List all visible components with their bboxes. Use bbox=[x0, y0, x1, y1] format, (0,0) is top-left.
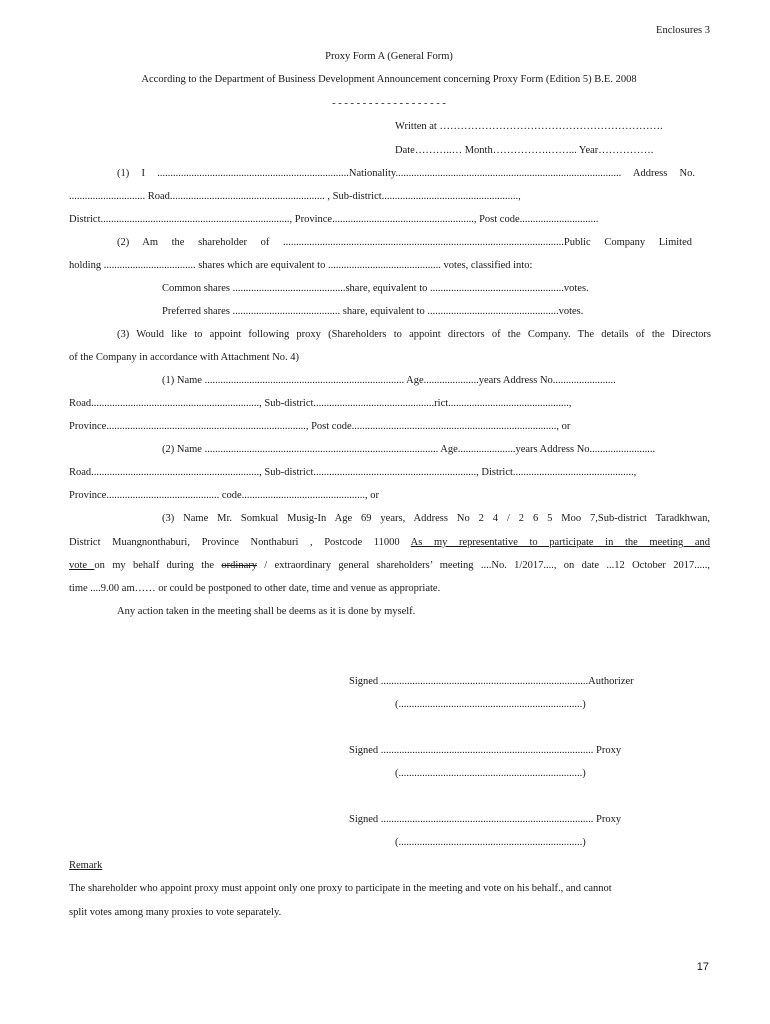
remark-heading: Remark bbox=[69, 860, 103, 871]
proxy-1-province-line: Province............................................................................, Post code.............................................................................., or bbox=[69, 421, 571, 432]
signature-proxy-2-name: (......................................................................) bbox=[395, 837, 586, 848]
page-number: 17 bbox=[696, 961, 709, 973]
signature-proxy-1-name: (......................................................................) bbox=[395, 768, 586, 779]
written-at-field: Written at ………………………………………………………. bbox=[395, 121, 663, 132]
section-1-line-1: (1) I .........................................................................Nationality...................................................................................... Address No. bbox=[117, 168, 695, 179]
behalf-text: on my behalf during the bbox=[94, 560, 222, 571]
signature-authorizer: Signed ...............................................................................Authorizer bbox=[349, 676, 634, 687]
section-3-line-2: of the Company in accordance with Attachment No. 4) bbox=[69, 352, 300, 363]
common-shares-line: Common shares ...........................................share, equivalent to ...................................................votes. bbox=[162, 283, 589, 294]
proxy-1-road-line: Road................................................................, Sub-district..............................................rict.............................................., bbox=[69, 398, 572, 409]
proxy-1-name-line: (1) Name ............................................................................ Age.....................years Address No........................ bbox=[162, 375, 616, 386]
section-2-line-1: (2) Am the shareholder of ...........................................................................................................Public Company Limited bbox=[117, 237, 692, 248]
proxy-3-line-1: (3) Name Mr. Somkual Musig-In Age 69 years, Address No 2 4 / 2 6 5 Moo 7,Sub-district Taradkhwan, bbox=[162, 513, 710, 524]
remark-line-2: split votes among many proxies to vote separately. bbox=[69, 907, 282, 918]
proxy-3-line-2 bbox=[69, 536, 710, 549]
proxy-3-address-text: District Muangnonthaburi, Province Nonthaburi , Postcode 11000 bbox=[69, 537, 411, 548]
proxy-3-line-3 bbox=[69, 559, 710, 572]
date-field: Date………..… Month…………….……... Year……………. bbox=[395, 145, 654, 156]
form-subtitle: According to the Department of Business Development Announcement concerning Proxy Form (Edition 5) B.E. 2008 bbox=[141, 74, 637, 85]
proxy-2-province-line: Province........................................... code..............................................., or bbox=[69, 490, 380, 501]
section-1-line-2: ............................. Road........................................................... , Sub-district...................................................., bbox=[69, 191, 521, 202]
section-3-line-1: (3) Would like to appoint following proxy (Shareholders to appoint directors of the Company. The details of the Directors bbox=[117, 329, 711, 340]
preferred-shares-line: Preferred shares ......................................... share, equivalent to ..................................................votes. bbox=[162, 306, 584, 317]
proxy-2-name-line: (2) Name ......................................................................................... Age......................years Address No......................... bbox=[162, 444, 656, 455]
signature-authorizer-name: (......................................................................) bbox=[395, 699, 586, 710]
section-1-line-3: District........................................................................, Province......................................................, Post code.............................. bbox=[69, 214, 599, 225]
remark-line-1: The shareholder who appoint proxy must appoint only one proxy to participate in the meeting and vote on his behalf., and cannot bbox=[69, 883, 612, 894]
vote-word: vote bbox=[69, 560, 95, 571]
representative-clause: As my representative to participate in the meeting and bbox=[410, 537, 711, 548]
signature-proxy-1: Signed ................................................................................. Proxy bbox=[349, 745, 622, 756]
enclosure-label: Enclosures 3 bbox=[656, 25, 710, 36]
proxy-2-road-line: Road................................................................, Sub-district.............................................................., District.............................................., bbox=[69, 467, 637, 478]
separator: - - - - - - - - - - - - - - - - - - - bbox=[332, 98, 446, 109]
action-statement: Any action taken in the meeting shall be deems as it is done by myself. bbox=[117, 606, 416, 617]
ordinary-struck: ordinary bbox=[221, 560, 257, 571]
meeting-details: / extraordinary general shareholders’ meeting ....No. 1/2017...., on date ...12 October 2017....., bbox=[256, 560, 710, 571]
form-title: Proxy Form A (General Form) bbox=[325, 51, 453, 62]
proxy-3-line-4: time ....9.00 am…… or could be postponed to other date, time and venue as appropriate. bbox=[69, 583, 441, 594]
signature-proxy-2: Signed ................................................................................. Proxy bbox=[349, 814, 622, 825]
section-2-line-2: holding ................................... shares which are equivalent to ........................................... votes, classified into: bbox=[69, 260, 533, 271]
